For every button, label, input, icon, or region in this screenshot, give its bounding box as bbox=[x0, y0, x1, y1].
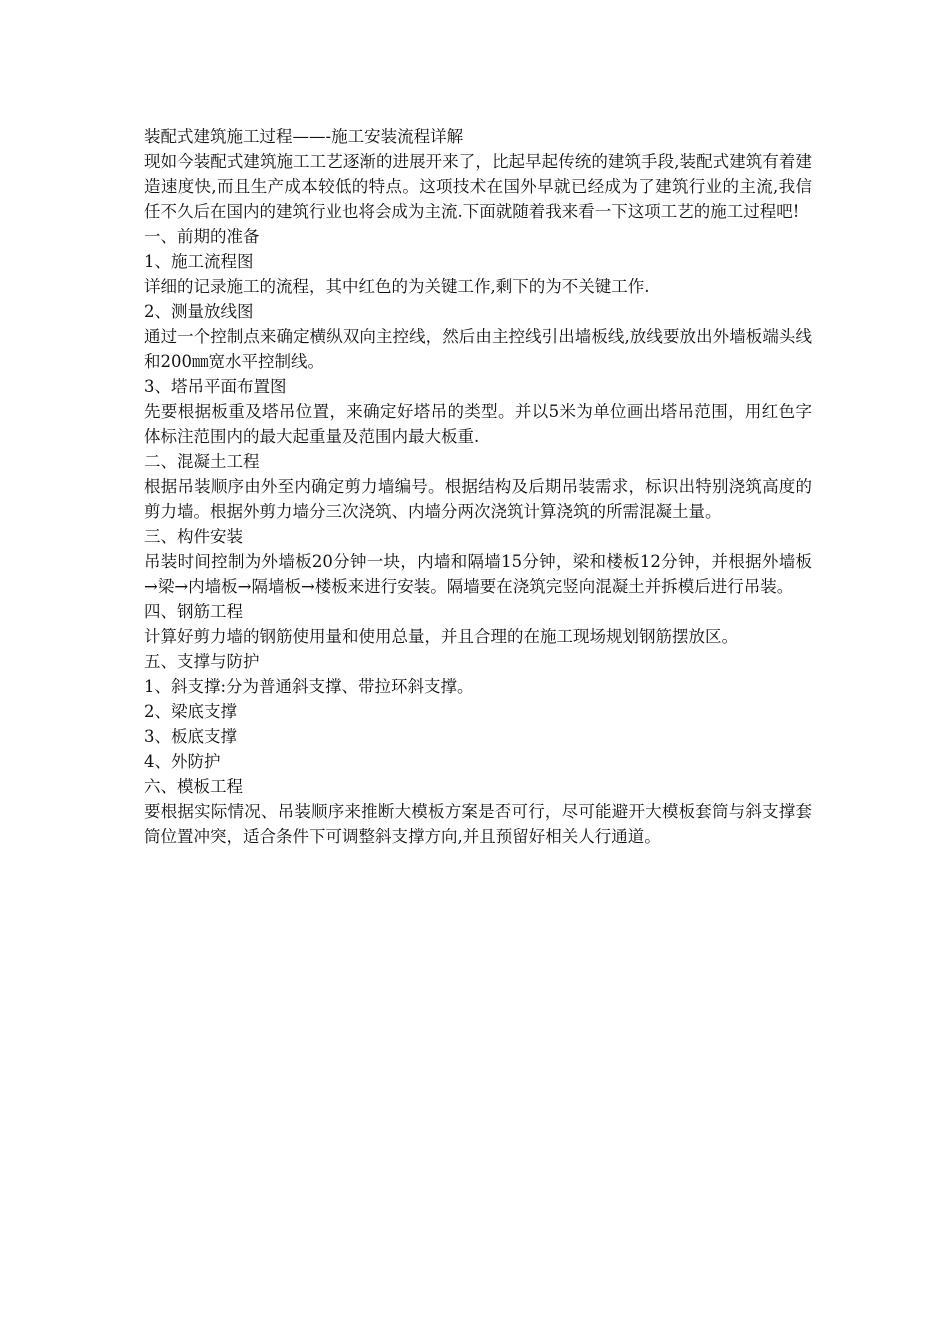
list-item-slab-support: 3、板底支撑 bbox=[144, 727, 237, 746]
paragraph-tower-crane: 先要根据板重及塔吊位置，来确定好塔吊的类型。并以5米为单位画出塔吊范围，用红色字体标注范围内的最大起重量及范围内最大板重. bbox=[144, 402, 812, 446]
paragraph-concrete: 根据吊装顺序由外至内确定剪力墙编号。根据结构及后期吊装需求，标识出特别浇筑高度的剪力墙。根据外剪力墙分三次浇筑、内墙分两次浇筑计算浇筑的所需混凝土量。 bbox=[144, 477, 812, 521]
section-heading-formwork: 六、模板工程 bbox=[144, 777, 243, 796]
paragraph-installation: 吊装时间控制为外墙板20分钟一块，内墙和隔墙15分钟，梁和楼板12分钟，并根据外墙板→梁→内墙板→隔墙板→楼板来进行安装。隔墙要在浇筑完竖向混凝土并拆模后进行吊装。 bbox=[144, 552, 812, 596]
section-heading-rebar: 四、钢筋工程 bbox=[144, 602, 243, 621]
list-item-diagonal-support: 1、斜支撑:分为普通斜支撑、带拉环斜支撑。 bbox=[144, 677, 474, 696]
section-heading-support: 五、支撑与防护 bbox=[144, 652, 260, 671]
paragraph-rebar: 计算好剪力墙的钢筋使用量和使用总量，并且合理的在施工现场规划钢筋摆放区。 bbox=[144, 627, 738, 646]
list-item-external-protection: 4、外防护 bbox=[144, 752, 221, 771]
paragraph-flowchart: 详细的记录施工的流程，其中红色的为关键工作,剩下的为不关键工作. bbox=[144, 277, 650, 296]
subheading-flowchart: 1、施工流程图 bbox=[144, 252, 254, 271]
subheading-survey: 2、测量放线图 bbox=[144, 302, 254, 321]
document-title: 装配式建筑施工过程——-施工安装流程详解 bbox=[144, 127, 464, 146]
document-body bbox=[144, 124, 812, 849]
subheading-tower-crane: 3、塔吊平面布置图 bbox=[144, 377, 287, 396]
paragraph-formwork: 要根据实际情况、吊装顺序来推断大模板方案是否可行，尽可能避开大模板套筒与斜支撑套筒位置冲突，适合条件下可调整斜支撑方向,并且预留好相关人行通道。 bbox=[144, 802, 812, 846]
intro-paragraph: 现如今装配式建筑施工工艺逐渐的进展开来了，比起早起传统的建筑手段,装配式建筑有着建造速度快,而且生产成本较低的特点。这项技术在国外早就已经成为了建筑行业的主流,我信任不久后在国内的建筑行业也将会成为主流.下面就随着我来看一下这项工艺的施工过程吧! bbox=[144, 152, 812, 221]
section-heading-concrete: 二、混凝土工程 bbox=[144, 452, 260, 471]
paragraph-survey: 通过一个控制点来确定横纵双向主控线，然后由主控线引出墙板线,放线要放出外墙板端头线和200㎜宽水平控制线。 bbox=[144, 327, 812, 371]
section-heading-prep: 一、前期的准备 bbox=[144, 227, 260, 246]
list-item-beam-support: 2、梁底支撑 bbox=[144, 702, 237, 721]
section-heading-installation: 三、构件安装 bbox=[144, 527, 243, 546]
